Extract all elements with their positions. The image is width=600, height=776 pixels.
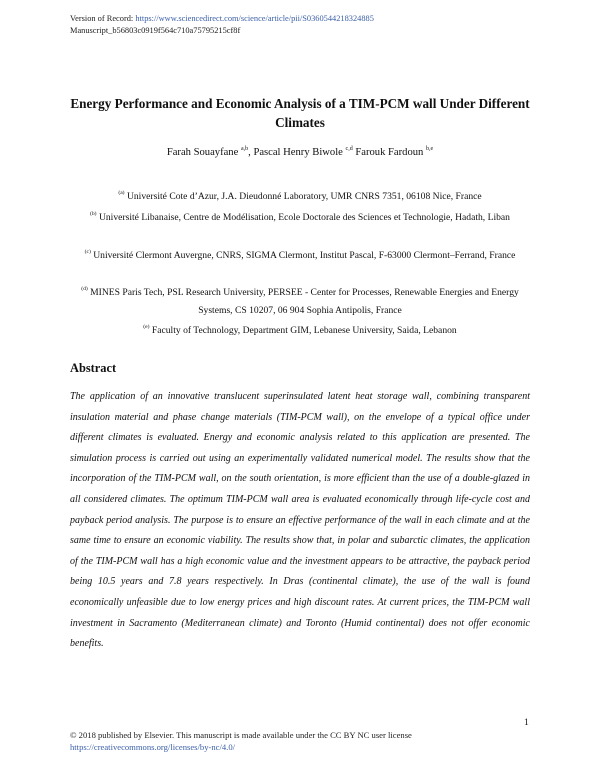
author-name: Farouk Fardoun	[355, 147, 424, 158]
affiliation-marker: (e)	[143, 324, 150, 330]
affiliation-c	[70, 243, 530, 265]
affiliation-text: Université Cote d’Azur, J.A. Dieudonné Laboratory, UMR CNRS 7351, 06108 Nice, France	[126, 191, 482, 202]
affiliation-text: Université Clermont Auvergne, CNRS, SIGMA Clermont, Institut Pascal, F-63000 Clermont–Ferrand, France	[93, 250, 516, 261]
manuscript-id: Manuscript_b56803c0919f564c710a75795215cf8f	[70, 26, 241, 35]
abstract-heading: Abstract	[70, 361, 117, 375]
page-number: 1	[524, 717, 529, 728]
author-affiliation-marker: b,e	[426, 146, 434, 152]
author-affiliation-marker: c,d	[345, 146, 353, 152]
affiliation-b	[70, 205, 530, 227]
page-footer	[70, 729, 412, 753]
affiliation-d	[70, 280, 530, 320]
affiliation-text: Faculty of Technology, Department GIM, Lebanese University, Saida, Lebanon	[151, 325, 457, 336]
author-name: Pascal Henry Biwole	[253, 147, 343, 158]
license-text: © 2018 published by Elsevier. This manuscript is made available under the CC BY NC user license	[70, 730, 412, 740]
author-name: Farah Souayfane	[166, 147, 239, 158]
affiliation-marker: (c)	[84, 249, 91, 255]
page-header	[70, 13, 374, 37]
author-affiliation-marker: a,b	[240, 146, 249, 152]
author-separator: ,	[248, 147, 254, 158]
affiliation-e	[70, 318, 530, 340]
version-prefix: Version of Record:	[70, 14, 136, 23]
version-link[interactable]: https://www.sciencedirect.com/science/article/pii/S0360544218324885	[135, 14, 374, 23]
author-list	[60, 146, 540, 158]
affiliation-marker: (a)	[118, 190, 125, 196]
affiliation-a	[70, 184, 530, 206]
version-of-record	[70, 13, 374, 25]
affiliation-text: Université Libanaise, Centre de Modélisation, Ecole Doctorale des Sciences et Technologie, Hadath, Liban	[98, 212, 510, 223]
affiliation-text: MINES Paris Tech, PSL Research University, PERSEE - Center for Processes, Renewable Energies and Energy Systems, CS 10207, 06 904 Sophia Antipolis, France	[90, 287, 519, 316]
affiliation-marker: (b)	[90, 211, 97, 217]
affiliation-marker: (d)	[81, 286, 88, 292]
license-link[interactable]: https://creativecommons.org/licenses/by-nc/4.0/	[70, 742, 235, 752]
abstract-body: The application of an innovative translucent superinsulated latent heat storage wall, combining transparent insulation material and phase change materials (TIM-PCM wall), on the envelope of a typical office under different climates is evaluated. Energy and economic analysis related to this application are presented. The simulation process is carried out using an experimentally validated numerical model. The results show that the incorporation of the TIM-PCM wall, on the south orientation, is more efficient than the use of a double-glazed in all considered climates. The optimum TIM-PCM wall area is evaluated economically through life-cycle cost and payback period analysis. The purpose is to ensure an effective performance of the wall in each climate and at the same time to ensure an economic viability. The results show that, in polar and subarctic climates, the application of the TIM-PCM wall has a high economic value and the investment appears to be attractive, the payback period being 10.5 years and 7.8 years respectively. In Dras (continental climate), the use of the wall is found economically unfeasible due to low energy prices and high discount rates. At current prices, the TIM-PCM wall investment in Sacramento (Mediterranean climate) and Toronto (Humid continental) does not offer economic benefits.	[70, 391, 530, 650]
paper-title: Energy Performance and Economic Analysis of a TIM-PCM wall Under Different Climates	[70, 96, 530, 130]
